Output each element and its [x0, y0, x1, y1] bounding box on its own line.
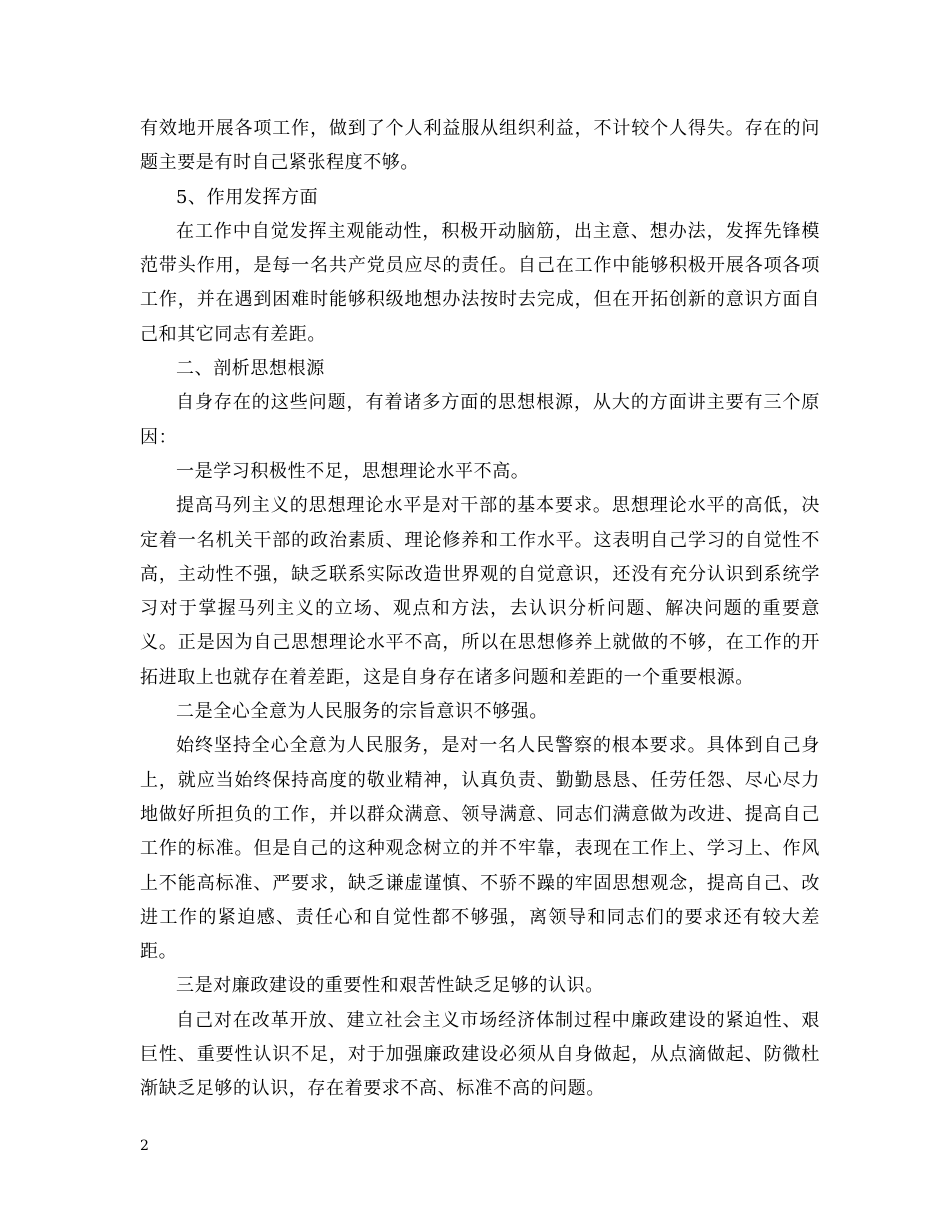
paragraph: 自身存在的这些问题，有着诸多方面的思想根源，从大的方面讲主要有三个原因：: [140, 392, 820, 448]
paragraph: 在工作中自觉发挥主观能动性，积极开动脑筋，出主意、想办法，发挥先锋模范带头作用，是每一名共产党员应尽的责任。自己在工作中能够积极开展各项各项工作，并在遇到困难时能够积级地想办法按时去完成，但在开拓创新的意识方面自己和其它同志有差距。: [140, 220, 820, 345]
section-heading-role: 5、作用发挥方面: [176, 186, 319, 208]
subheading-one: 一是学习积极性不足，思想理论水平不高。: [176, 460, 530, 482]
document-body: [140, 112, 820, 1107]
subheading-three: 三是对廉政建设的重要性和艰苦性缺乏足够的认识。: [176, 975, 604, 997]
section-heading-roots: 二、剖析思想根源: [176, 358, 325, 380]
paragraph: 始终坚持全心全意为人民服务，是对一名人民警察的根本要求。具体到自己身上，就应当始终保持高度的敬业精神，认真负责、勤勤恳恳、任劳任怨、尽心尽力地做好所担负的工作，并以群众满意、领导满意、同志们满意做为改进、提高自己工作的标准。但是自己的这种观念树立的并不牢靠，表现在工作上、学习上、作风上不能高标准、严要求，缺乏谦虚谨慎、不骄不躁的牢固思想观念，提高自己、改进工作的紧迫感、责任心和自觉性都不够强，离领导和同志们的要求还有较大差距。: [140, 735, 820, 963]
subheading-two: 二是全心全意为人民服务的宗旨意识不够强。: [176, 701, 548, 723]
page-number: 2: [140, 1138, 149, 1154]
paragraph-continued: 有效地开展各项工作，做到了个人利益服从组织利益，不计较个人得失。存在的问题主要是有时自己紧张程度不够。: [140, 118, 820, 174]
paragraph: 自己对在改革开放、建立社会主义市场经济体制过程中廉政建设的紧迫性、艰巨性、重要性认识不足，对于加强廉政建设必须从自身做起，从点滴做起、防微杜渐缺乏足够的认识，存在着要求不高、标准不高的问题。: [140, 1009, 820, 1100]
paragraph: 提高马列主义的思想理论水平是对干部的基本要求。思想理论水平的高低，决定着一名机关干部的政治素质、理论修养和工作水平。这表明自己学习的自觉性不高，主动性不强，缺乏联系实际改造世界观的自觉意识，还没有充分认识到系统学习对于掌握马列主义的立场、观点和方法，去认识分析问题、解决问题的重要意义。正是因为自己思想理论水平不高，所以在思想修养上就做的不够，在工作的开拓进取上也就存在着差距，这是自身存在诸多问题和差距的一个重要根源。: [140, 495, 820, 688]
